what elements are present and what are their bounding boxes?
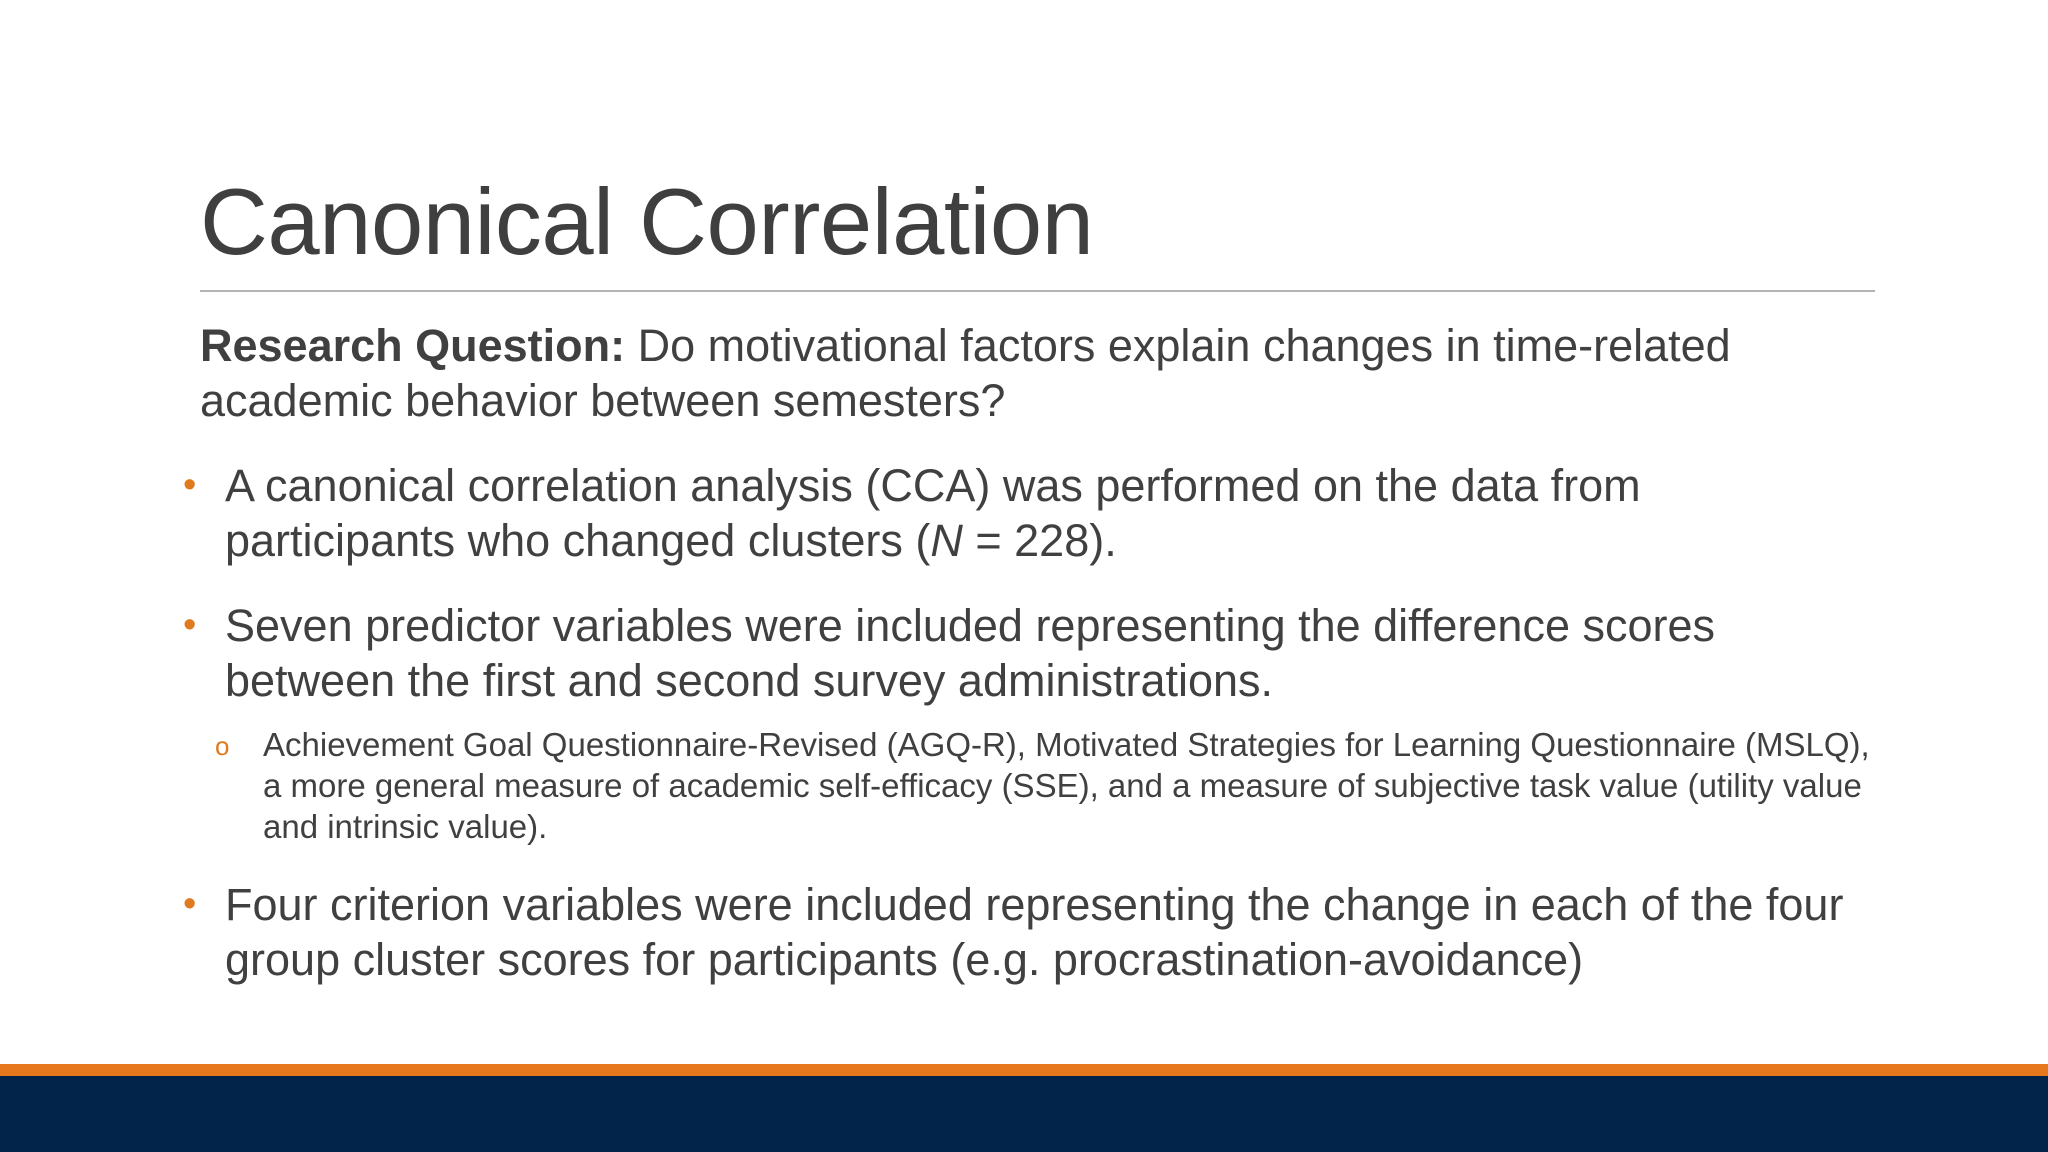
title-divider	[200, 290, 1875, 292]
footer-accent-bar	[0, 1064, 2048, 1076]
sub-bullet-list	[215, 724, 1880, 847]
bullet-text: A canonical correlation analysis (CCA) was performed on the data from participants who changed clusters (	[225, 460, 1641, 566]
footer-bar	[0, 1076, 2048, 1152]
sub-bullet-circle-icon: o	[215, 731, 230, 761]
sub-bullet-text: Achievement Goal Questionnaire-Revised (AGQ-R), Motivated Strategies for Learning Questionnaire (MSLQ), a more general measure of academic self-efficacy (SSE), and a measure of subjective task value (utility value and intrinsic value).	[263, 726, 1870, 845]
bullet-dot-icon: •	[183, 604, 197, 646]
bullet-item-predictors	[183, 598, 1880, 847]
research-question-label: Research Question:	[200, 320, 626, 371]
slide-title: Canonical Correlation	[200, 169, 1094, 274]
bullet-text-end: = 228).	[962, 515, 1117, 566]
research-question	[200, 318, 1880, 428]
bullet-item-cca	[183, 458, 1880, 568]
bullet-text: Seven predictor variables were included representing the difference scores between the first and second survey administrations.	[225, 600, 1716, 706]
slide-content	[183, 318, 1880, 1017]
bullet-dot-icon: •	[183, 464, 197, 506]
bullet-italic-n: N	[930, 515, 963, 566]
research-question-text: Do motivational factors explain changes in time-related academic behavior between semesters?	[200, 320, 1731, 426]
bullet-list	[183, 458, 1880, 987]
bullet-dot-icon: •	[183, 883, 197, 925]
bullet-item-criterion	[183, 877, 1880, 987]
bullet-text: Four criterion variables were included representing the change in each of the four group cluster scores for participants (e.g. procrastination-avoidance)	[225, 879, 1844, 985]
sub-bullet-item	[215, 724, 1880, 847]
